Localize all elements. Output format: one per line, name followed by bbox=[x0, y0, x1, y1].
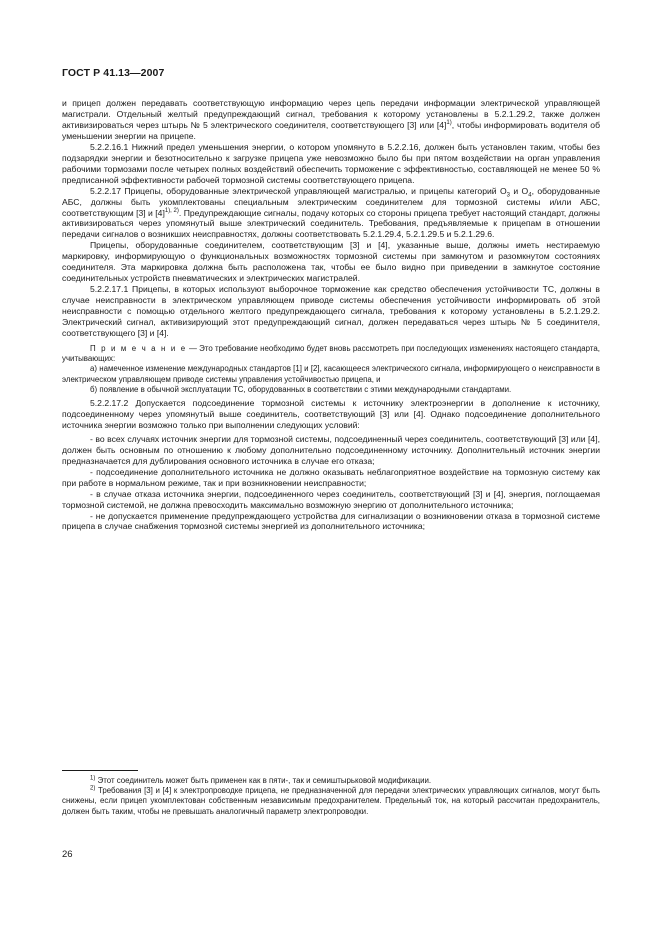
note-label: П р и м е ч а н и е bbox=[90, 343, 187, 353]
subscript: 4 bbox=[528, 192, 532, 199]
footnote-1 bbox=[62, 776, 600, 786]
clause-5-2-2-16-1: 5.2.2.16.1 Нижний предел уменьшения энергии, о котором упомянуто в 5.2.2.16, должен быть установлен таким, чтобы без подзарядки энергии и безотносительно к загрузке прицепа уже невозможно было бы при пятом воздействии на орган управления рабочими тормозами после четырех полных воздействий обеспечить торможение с эффективностью, составляющей не менее 50 % предписанной эффективности рабочей тормозной системы соответствующего прицепа. bbox=[62, 141, 600, 185]
note bbox=[62, 344, 600, 364]
clause-5-2-2-17-2: 5.2.2.17.2 Допускается подсоединение тормозной системы к источнику электроэнергии в дополнение к источнику, подсоединенному через упомянутый выше соединитель, соответствующий [3] или [4]. Однако подсоединение дополнительного источника энергии возможно только при выполнении следующих условий: bbox=[62, 397, 600, 430]
paragraph-text: и прицеп должен передавать соответствующую информацию через цепь передачи информации электрической управляющей магистрали. Отдельный желтый предупреждающий сигнал, требования к которому установлены в 5.2.1.29.2, также должен активизироваться через штырь № 5 электрического соединителя, соответствующего [3] или [4] bbox=[62, 98, 600, 130]
document-header: ГОСТ Р 41.13—2007 bbox=[62, 67, 165, 79]
footnote-divider bbox=[62, 770, 138, 771]
paragraph-text: , оборудованные АБС, должны быть укомплектованы специальным электрическим соединителем для тормозной системы и/или АБС, соответствующим [3] и [4] bbox=[62, 185, 600, 218]
list-item: - подсоединение дополнительного источника не должно оказывать неблагоприятное воздействие на тормозную систему как при работе в нормальном режиме, так и при возникновении неисправности; bbox=[62, 466, 600, 488]
footnote-mark: 1) bbox=[90, 775, 96, 782]
footnote-ref: 1), 2) bbox=[164, 207, 179, 214]
paragraph-marking: Прицепы, оборудованные соединителем, соответствующим [3] и [4], указанные выше, должны иметь нестираемую маркировку, информирующую о функциональных возможностях тормозной системы при замкнутом и разомкнутом состояниях соединителя. Эта маркировка должна быть расположена так, чтобы ее было видно при приведении в замкнутое состояние соединительных устройств пневматических и электрических магистралей. bbox=[62, 240, 600, 284]
footnote-ref: 1) bbox=[446, 120, 452, 127]
paragraph-text: и O bbox=[510, 185, 529, 196]
paragraph-text: 5.2.2.17 Прицепы, оборудованные электрической управляющей магистралью, и прицепы категорий O bbox=[90, 185, 507, 196]
note-item-a: а) намеченное изменение международных стандартов [1] и [2], касающееся электрического сигнала, информирующего о неисправности в электрическом управляющем приводе системы управления устойчивостью прицепа, и bbox=[62, 364, 600, 384]
paragraph-text: . Предупреждающие сигналы, подачу которых со стороны прицепа требует настоящий стандарт, должны активизироваться через упомянутый выше электрический соединитель. Требования, предъявляемые к прицепам в отношении передачи сигналов о возникших неисправностях, должны соответствовать 5.2.1.29.4, 5.2.1.29.5 и 5.2.1.29.6. bbox=[62, 207, 600, 240]
paragraph-text: , чтобы информировать водителя об уменьшении энергии на прицепе. bbox=[62, 119, 600, 141]
list-item: - в случае отказа источника энергии, подсоединенного через соединитель, соответствующий [3] и [4], энергия, поглощаемая тормозной системой, не должна превосходить максимально возможную энергию от дополнительного источника; bbox=[62, 488, 600, 510]
list-item: - не допускается применение предупреждающего устройства для сигнализации о возникновении отказа в тормозной системе прицепа в случае снабжения тормозной системы энергией из дополнительного источника; bbox=[62, 510, 600, 532]
footnote-mark: 2) bbox=[90, 785, 96, 792]
note-text: — Это требование необходимо будет вновь рассмотреть при последующих изменениях настоящего стандарта, учитывающих: bbox=[62, 343, 600, 364]
note-item-b: б) появление в обычной эксплуатации ТС, оборудованных в соответствии с этими международными стандартами. bbox=[90, 384, 512, 394]
clause-5-2-2-17 bbox=[62, 186, 600, 241]
paragraph-continuation bbox=[62, 98, 600, 142]
clause-5-2-2-17-1: 5.2.2.17.1 Прицепы, в которых используют выборочное торможение как средство обеспечения устойчивости ТС, должны в случае неисправности в электрическом управляющем приводе системы обеспечения устойчивости информировать об этой неисправности с помощью отдельного желтого предупреждающего сигнала, требования к которому установлены в 5.2.1.29.2. Электрический сигнал, активизирующий этот предупреждающий сигнал, должен передаваться через штырь № 5 соединителя, соответствующего [3] и [4]. bbox=[62, 284, 600, 339]
page-number: 26 bbox=[62, 849, 73, 860]
list-item: - во всех случаях источник энергии для тормозной системы, подсоединенный через соединитель, соответствующий [3] или [4], должен быть основным по отношению к любому дополнительно подсоединенному источнику. Дополнительный источник энергии предназначается для дублирования основного источника в случае его отказа; bbox=[62, 433, 600, 466]
footnotes bbox=[62, 776, 600, 817]
footnote-text: Требования [3] и [4] к электропроводке прицепа, не предназначенной для передачи электрических управляющих сигналов, могут быть снижены, если прицеп укомплектован собственным независимым предохранителем. Предельный ток, на который рассчитан предохранитель, должен быть таким, чтобы не превышать аналогичный параметр электропроводки. bbox=[62, 786, 600, 816]
document-body bbox=[62, 98, 600, 532]
footnote-text: Этот соединитель может быть применен как в пяти-, так и семиштырьковой модификации. bbox=[95, 776, 432, 785]
subscript: 3 bbox=[506, 192, 510, 199]
footnote-2 bbox=[62, 786, 600, 817]
